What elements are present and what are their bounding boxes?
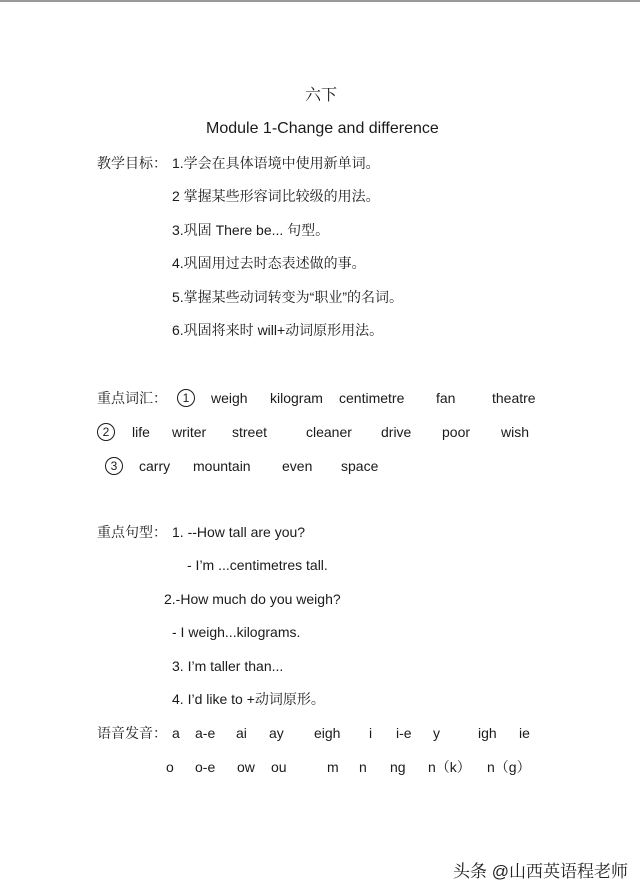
phonics-item: ay bbox=[269, 725, 284, 741]
objective-item: 5.掌握某些动词转变为“职业”的名词。 bbox=[172, 289, 403, 305]
objective-item: 6.巩固将来时 will+动词原形用法。 bbox=[172, 322, 384, 338]
grade-title: 六下 bbox=[305, 87, 338, 104]
vocab-word: wish bbox=[501, 424, 530, 440]
phonics-item: ow bbox=[237, 759, 255, 775]
phonics-label: 语音发音： bbox=[97, 725, 167, 741]
objective-item: 4.巩固用过去时态表述做的事。 bbox=[172, 255, 366, 271]
vocab-word: weigh bbox=[211, 390, 248, 406]
sentence-line: 1. --How tall are you? bbox=[172, 524, 306, 540]
phonics-item: a bbox=[172, 725, 180, 741]
phonics-item: n（g） bbox=[487, 759, 531, 775]
phonics-item: a-e bbox=[195, 725, 216, 741]
vocab-word: mountain bbox=[193, 458, 251, 474]
sentence-line: 2.-How much do you weigh? bbox=[164, 591, 341, 607]
vocab-word: carry bbox=[139, 458, 171, 474]
top-border-line bbox=[0, 0, 640, 2]
module-title: Module 1-Change and difference bbox=[206, 120, 439, 137]
phonics-item: eigh bbox=[314, 725, 341, 741]
objective-item: 2 掌握某些形容词比较级的用法。 bbox=[172, 188, 380, 204]
vocab-word: theatre bbox=[492, 390, 536, 406]
phonics-item: n bbox=[359, 759, 367, 775]
sentence-line: - I’m ...centimetres tall. bbox=[187, 557, 328, 573]
sentence-line: 4. I’d like to +动词原形。 bbox=[172, 691, 325, 707]
vocabulary-label: 重点词汇： bbox=[97, 390, 167, 406]
phonics-item: n（k） bbox=[428, 759, 471, 775]
vocab-word: even bbox=[282, 458, 313, 474]
watermark: 头条 @山西英语程老师 bbox=[453, 862, 628, 881]
phonics-item: ie bbox=[519, 725, 530, 741]
phonics-item: o bbox=[166, 759, 174, 775]
vocab-word: cleaner bbox=[306, 424, 352, 440]
phonics-item: igh bbox=[478, 725, 497, 741]
group-marker-3: 3 bbox=[105, 456, 123, 475]
vocab-word: space bbox=[341, 458, 379, 474]
vocab-word: fan bbox=[436, 390, 456, 406]
vocab-word: poor bbox=[442, 424, 471, 440]
sentence-line: 3. I’m taller than... bbox=[172, 658, 284, 674]
vocab-word: kilogram bbox=[270, 390, 323, 406]
group-marker-1: 1 bbox=[177, 388, 195, 407]
phonics-item: ng bbox=[390, 759, 406, 775]
vocab-word: life bbox=[132, 424, 150, 440]
phonics-item: ai bbox=[236, 725, 247, 741]
phonics-item: i-e bbox=[396, 725, 412, 741]
phonics-item: o-e bbox=[195, 759, 216, 775]
vocab-word: street bbox=[232, 424, 268, 440]
vocab-word: drive bbox=[381, 424, 412, 440]
sentences-label: 重点句型： bbox=[97, 524, 167, 540]
objective-item: 1.学会在具体语境中使用新单词。 bbox=[172, 155, 380, 171]
sentence-line: - I weigh...kilograms. bbox=[172, 624, 301, 640]
phonics-item: ou bbox=[271, 759, 287, 775]
objective-item: 3.巩固 There be... 句型。 bbox=[172, 222, 330, 238]
vocab-word: writer bbox=[172, 424, 207, 440]
phonics-item: m bbox=[327, 759, 339, 775]
phonics-item: y bbox=[433, 725, 440, 741]
group-marker-2: 2 bbox=[97, 422, 115, 441]
phonics-item: i bbox=[369, 725, 373, 741]
objectives-label: 教学目标： bbox=[97, 155, 167, 171]
vocab-word: centimetre bbox=[339, 390, 405, 406]
